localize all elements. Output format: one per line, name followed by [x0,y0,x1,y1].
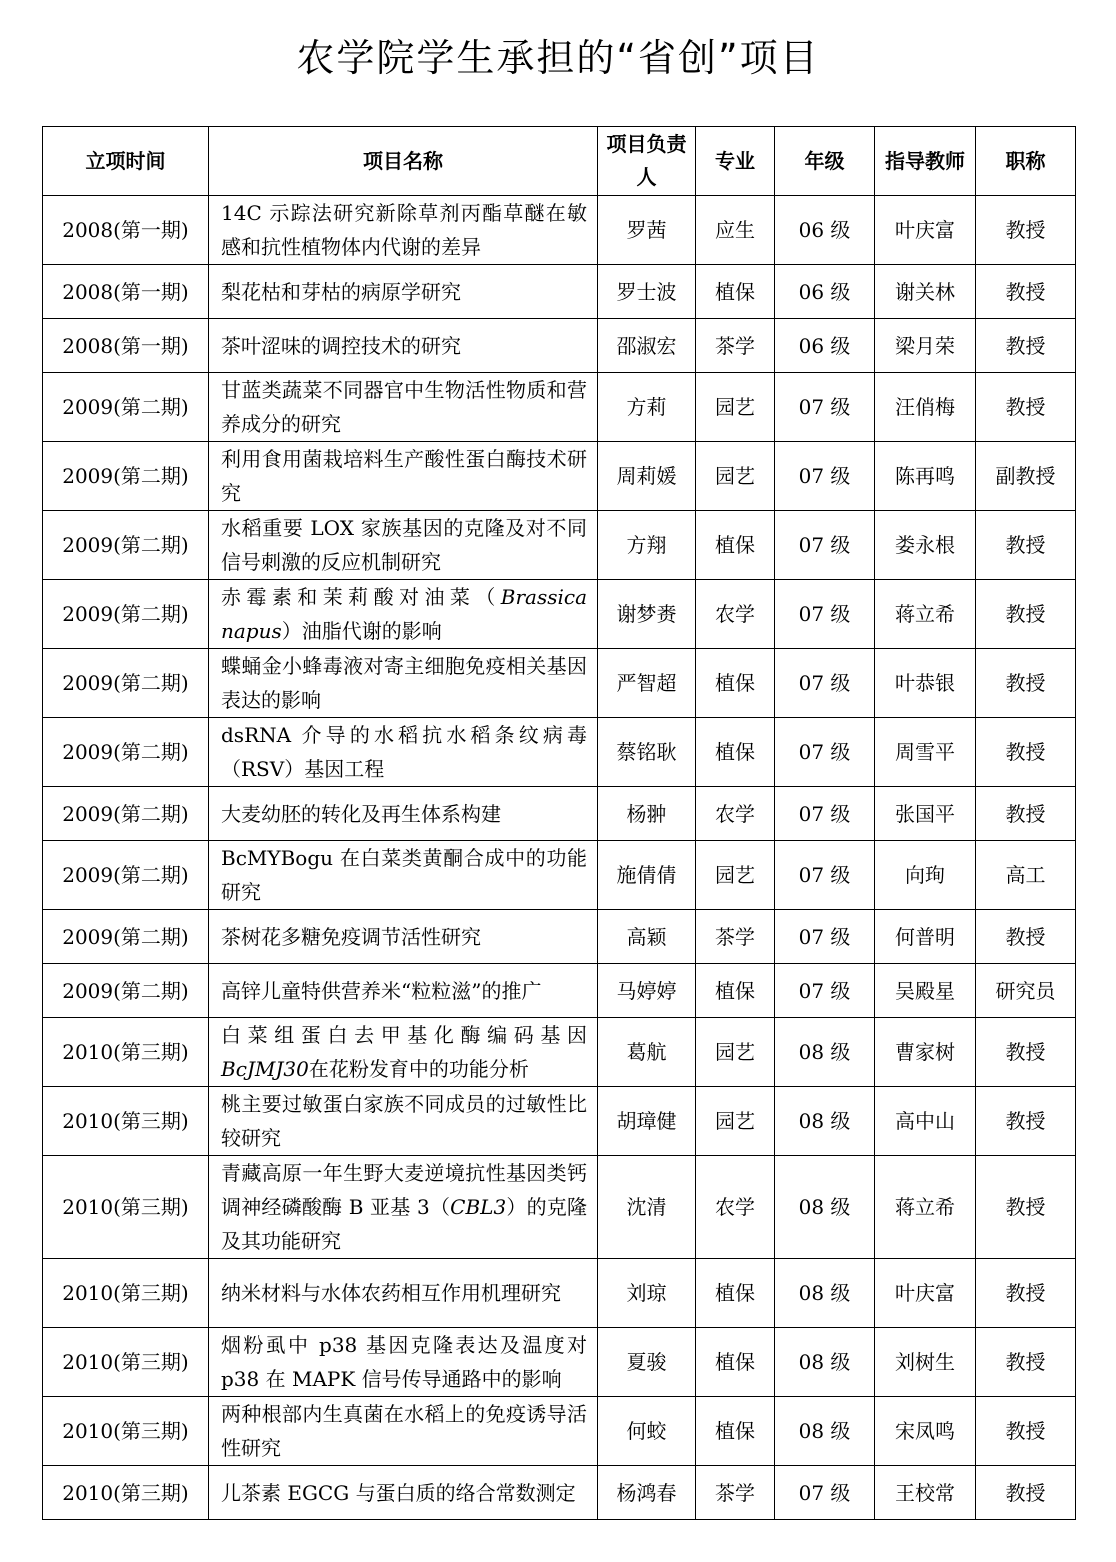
cell-grade: 06 级 [775,265,875,319]
cell-time: 2010(第三期) [43,1466,209,1520]
cell-major: 茶学 [696,319,775,373]
cell-rank: 教授 [976,787,1076,841]
cell-rank: 副教授 [976,442,1076,511]
project-name-part: 在花粉发育中的功能分析 [308,1057,529,1081]
cell-advisor: 刘树生 [875,1328,976,1397]
table-row [43,1466,1076,1520]
cell-major: 植保 [696,718,775,787]
cell-major: 农学 [696,787,775,841]
cell-project-name: 茶叶涩味的调控技术的研究 [209,319,598,373]
cell-major: 植保 [696,964,775,1018]
cell-time: 2010(第三期) [43,1018,209,1087]
table-row [43,910,1076,964]
cell-rank: 教授 [976,1156,1076,1259]
table-row [43,649,1076,718]
cell-project-name [209,1156,598,1259]
table-row [43,265,1076,319]
cell-project-name: 梨花枯和芽枯的病原学研究 [209,265,598,319]
cell-major: 植保 [696,1397,775,1466]
cell-time: 2009(第二期) [43,649,209,718]
cell-grade: 07 级 [775,841,875,910]
table-row [43,1397,1076,1466]
table-row [43,1259,1076,1328]
cell-major: 园艺 [696,841,775,910]
cell-rank: 教授 [976,511,1076,580]
cell-time: 2009(第二期) [43,718,209,787]
cell-time: 2010(第三期) [43,1087,209,1156]
table-row [43,1087,1076,1156]
table-row [43,196,1076,265]
cell-advisor: 谢关林 [875,265,976,319]
cell-time: 2008(第一期) [43,196,209,265]
header-rank: 职称 [976,127,1076,196]
cell-rank: 教授 [976,1259,1076,1328]
cell-project-name [209,1018,598,1087]
cell-major: 农学 [696,580,775,649]
table-row [43,442,1076,511]
cell-advisor: 张国平 [875,787,976,841]
cell-grade: 08 级 [775,1328,875,1397]
cell-time: 2009(第二期) [43,373,209,442]
cell-grade: 07 级 [775,787,875,841]
cell-leader: 杨翀 [598,787,696,841]
cell-major: 园艺 [696,1018,775,1087]
cell-grade: 07 级 [775,649,875,718]
cell-major: 植保 [696,1328,775,1397]
cell-major: 园艺 [696,1087,775,1156]
cell-grade: 07 级 [775,964,875,1018]
cell-grade: 07 级 [775,1466,875,1520]
cell-rank: 教授 [976,1328,1076,1397]
cell-project-name: 大麦幼胚的转化及再生体系构建 [209,787,598,841]
cell-major: 茶学 [696,1466,775,1520]
cell-leader: 葛航 [598,1018,696,1087]
cell-leader: 施倩倩 [598,841,696,910]
cell-grade: 08 级 [775,1397,875,1466]
cell-leader: 高颖 [598,910,696,964]
cell-project-name: BcMYBogu 在白菜类黄酮合成中的功能研究 [209,841,598,910]
cell-project-name: 茶树花多糖免疫调节活性研究 [209,910,598,964]
cell-leader: 何蛟 [598,1397,696,1466]
species-name: BcJMJ30 [221,1057,309,1081]
cell-project-name: dsRNA 介导的水稻抗水稻条纹病毒（RSV）基因工程 [209,718,598,787]
cell-advisor: 王校常 [875,1466,976,1520]
cell-time: 2010(第三期) [43,1328,209,1397]
cell-major: 园艺 [696,442,775,511]
project-name-part: 白菜组蛋白去甲基化酶编码基因 [221,1023,587,1047]
table-row [43,964,1076,1018]
table-row [43,718,1076,787]
cell-advisor: 曹家树 [875,1018,976,1087]
cell-project-name: 利用食用菌栽培料生产酸性蛋白酶技术研究 [209,442,598,511]
cell-grade: 07 级 [775,442,875,511]
cell-leader: 夏骏 [598,1328,696,1397]
cell-grade: 08 级 [775,1259,875,1328]
cell-leader: 沈清 [598,1156,696,1259]
cell-grade: 08 级 [775,1087,875,1156]
cell-leader: 罗士波 [598,265,696,319]
header-row [43,127,1076,196]
cell-advisor: 周雪平 [875,718,976,787]
cell-leader: 马婷婷 [598,964,696,1018]
table-row [43,373,1076,442]
cell-leader: 方翔 [598,511,696,580]
cell-rank: 高工 [976,841,1076,910]
cell-project-name: 两种根部内生真菌在水稻上的免疫诱导活性研究 [209,1397,598,1466]
species-name: Brassica napus [221,585,587,643]
cell-advisor: 娄永根 [875,511,976,580]
cell-time: 2009(第二期) [43,580,209,649]
cell-rank: 教授 [976,265,1076,319]
header-major: 专业 [696,127,775,196]
cell-leader: 蔡铭耿 [598,718,696,787]
cell-project-name: 水稻重要 LOX 家族基因的克隆及对不同信号刺激的反应机制研究 [209,511,598,580]
species-name: CBL3 [450,1195,507,1219]
cell-rank: 教授 [976,196,1076,265]
project-name-part: ）油脂代谢的影响 [281,619,442,643]
cell-advisor: 叶庆富 [875,1259,976,1328]
cell-leader: 杨鸿春 [598,1466,696,1520]
cell-time: 2009(第二期) [43,442,209,511]
cell-rank: 教授 [976,580,1076,649]
cell-time: 2009(第二期) [43,787,209,841]
cell-rank: 教授 [976,373,1076,442]
cell-advisor: 陈再鸣 [875,442,976,511]
cell-advisor: 叶恭银 [875,649,976,718]
header-grade: 年级 [775,127,875,196]
cell-time: 2009(第二期) [43,910,209,964]
cell-rank: 教授 [976,1018,1076,1087]
cell-leader: 邵淑宏 [598,319,696,373]
cell-grade: 07 级 [775,373,875,442]
cell-leader: 谢梦赉 [598,580,696,649]
cell-time: 2009(第二期) [43,964,209,1018]
cell-project-name: 甘蓝类蔬菜不同器官中生物活性物质和营养成分的研究 [209,373,598,442]
cell-project-name: 纳米材料与水体农药相互作用机理研究 [209,1259,598,1328]
cell-leader: 严智超 [598,649,696,718]
cell-grade: 07 级 [775,580,875,649]
cell-advisor: 宋凤鸣 [875,1397,976,1466]
cell-time: 2010(第三期) [43,1397,209,1466]
cell-leader: 刘琼 [598,1259,696,1328]
cell-rank: 教授 [976,1087,1076,1156]
cell-advisor: 汪俏梅 [875,373,976,442]
cell-advisor: 高中山 [875,1087,976,1156]
cell-advisor: 吴殿星 [875,964,976,1018]
cell-time: 2008(第一期) [43,265,209,319]
cell-advisor: 叶庆富 [875,196,976,265]
cell-grade: 07 级 [775,718,875,787]
table-row [43,787,1076,841]
cell-advisor: 何普明 [875,910,976,964]
cell-major: 植保 [696,265,775,319]
table-row [43,1018,1076,1087]
table-row [43,1328,1076,1397]
cell-leader: 罗茜 [598,196,696,265]
table-row [43,841,1076,910]
cell-advisor: 蒋立希 [875,580,976,649]
cell-time: 2010(第三期) [43,1259,209,1328]
cell-major: 农学 [696,1156,775,1259]
cell-rank: 教授 [976,910,1076,964]
project-name-part: ）的克隆及其功能研究 [221,1195,588,1253]
cell-major: 植保 [696,649,775,718]
cell-grade: 08 级 [775,1156,875,1259]
cell-grade: 07 级 [775,511,875,580]
cell-project-name: 蝶蛹金小蜂毒液对寄主细胞免疫相关基因表达的影响 [209,649,598,718]
cell-project-name: 儿茶素 EGCG 与蛋白质的络合常数测定 [209,1466,598,1520]
cell-major: 应生 [696,196,775,265]
cell-grade: 06 级 [775,319,875,373]
cell-major: 园艺 [696,373,775,442]
header-time: 立项时间 [43,127,209,196]
cell-rank: 教授 [976,1397,1076,1466]
cell-grade: 07 级 [775,910,875,964]
cell-rank: 教授 [976,1466,1076,1520]
cell-rank: 研究员 [976,964,1076,1018]
header-leader: 项目负责人 [598,127,696,196]
cell-advisor: 梁月荣 [875,319,976,373]
header-name: 项目名称 [209,127,598,196]
cell-project-name [209,580,598,649]
cell-time: 2009(第二期) [43,511,209,580]
cell-project-name: 14C 示踪法研究新除草剂丙酯草醚在敏感和抗性植物体内代谢的差异 [209,196,598,265]
cell-advisor: 蒋立希 [875,1156,976,1259]
cell-time: 2009(第二期) [43,841,209,910]
cell-major: 植保 [696,511,775,580]
table-row [43,511,1076,580]
page-title: 农学院学生承担的“省创”项目 [296,36,820,80]
table-row [43,319,1076,373]
cell-project-name: 桃主要过敏蛋白家族不同成员的过敏性比较研究 [209,1087,598,1156]
cell-leader: 方莉 [598,373,696,442]
cell-project-name: 烟粉虱中 p38 基因克隆表达及温度对 p38 在 MAPK 信号传导通路中的影响 [209,1328,598,1397]
project-name-part: 赤霉素和茉莉酸对油菜（ [221,585,501,609]
project-name-part: 青藏高原一年生野大麦逆境抗性基因类钙调神经磷酸酶 B 亚基 3（ [221,1161,587,1219]
cell-leader: 周莉媛 [598,442,696,511]
cell-major: 茶学 [696,910,775,964]
cell-leader: 胡璋健 [598,1087,696,1156]
projects-table [42,126,1076,1520]
cell-rank: 教授 [976,319,1076,373]
header-advisor: 指导教师 [875,127,976,196]
cell-advisor: 向珣 [875,841,976,910]
cell-time: 2010(第三期) [43,1156,209,1259]
table-row [43,1156,1076,1259]
cell-rank: 教授 [976,649,1076,718]
table-row [43,580,1076,649]
cell-rank: 教授 [976,718,1076,787]
cell-grade: 06 级 [775,196,875,265]
cell-project-name: 高锌儿童特供营养米“粒粒滋”的推广 [209,964,598,1018]
cell-grade: 08 级 [775,1018,875,1087]
cell-time: 2008(第一期) [43,319,209,373]
cell-major: 植保 [696,1259,775,1328]
